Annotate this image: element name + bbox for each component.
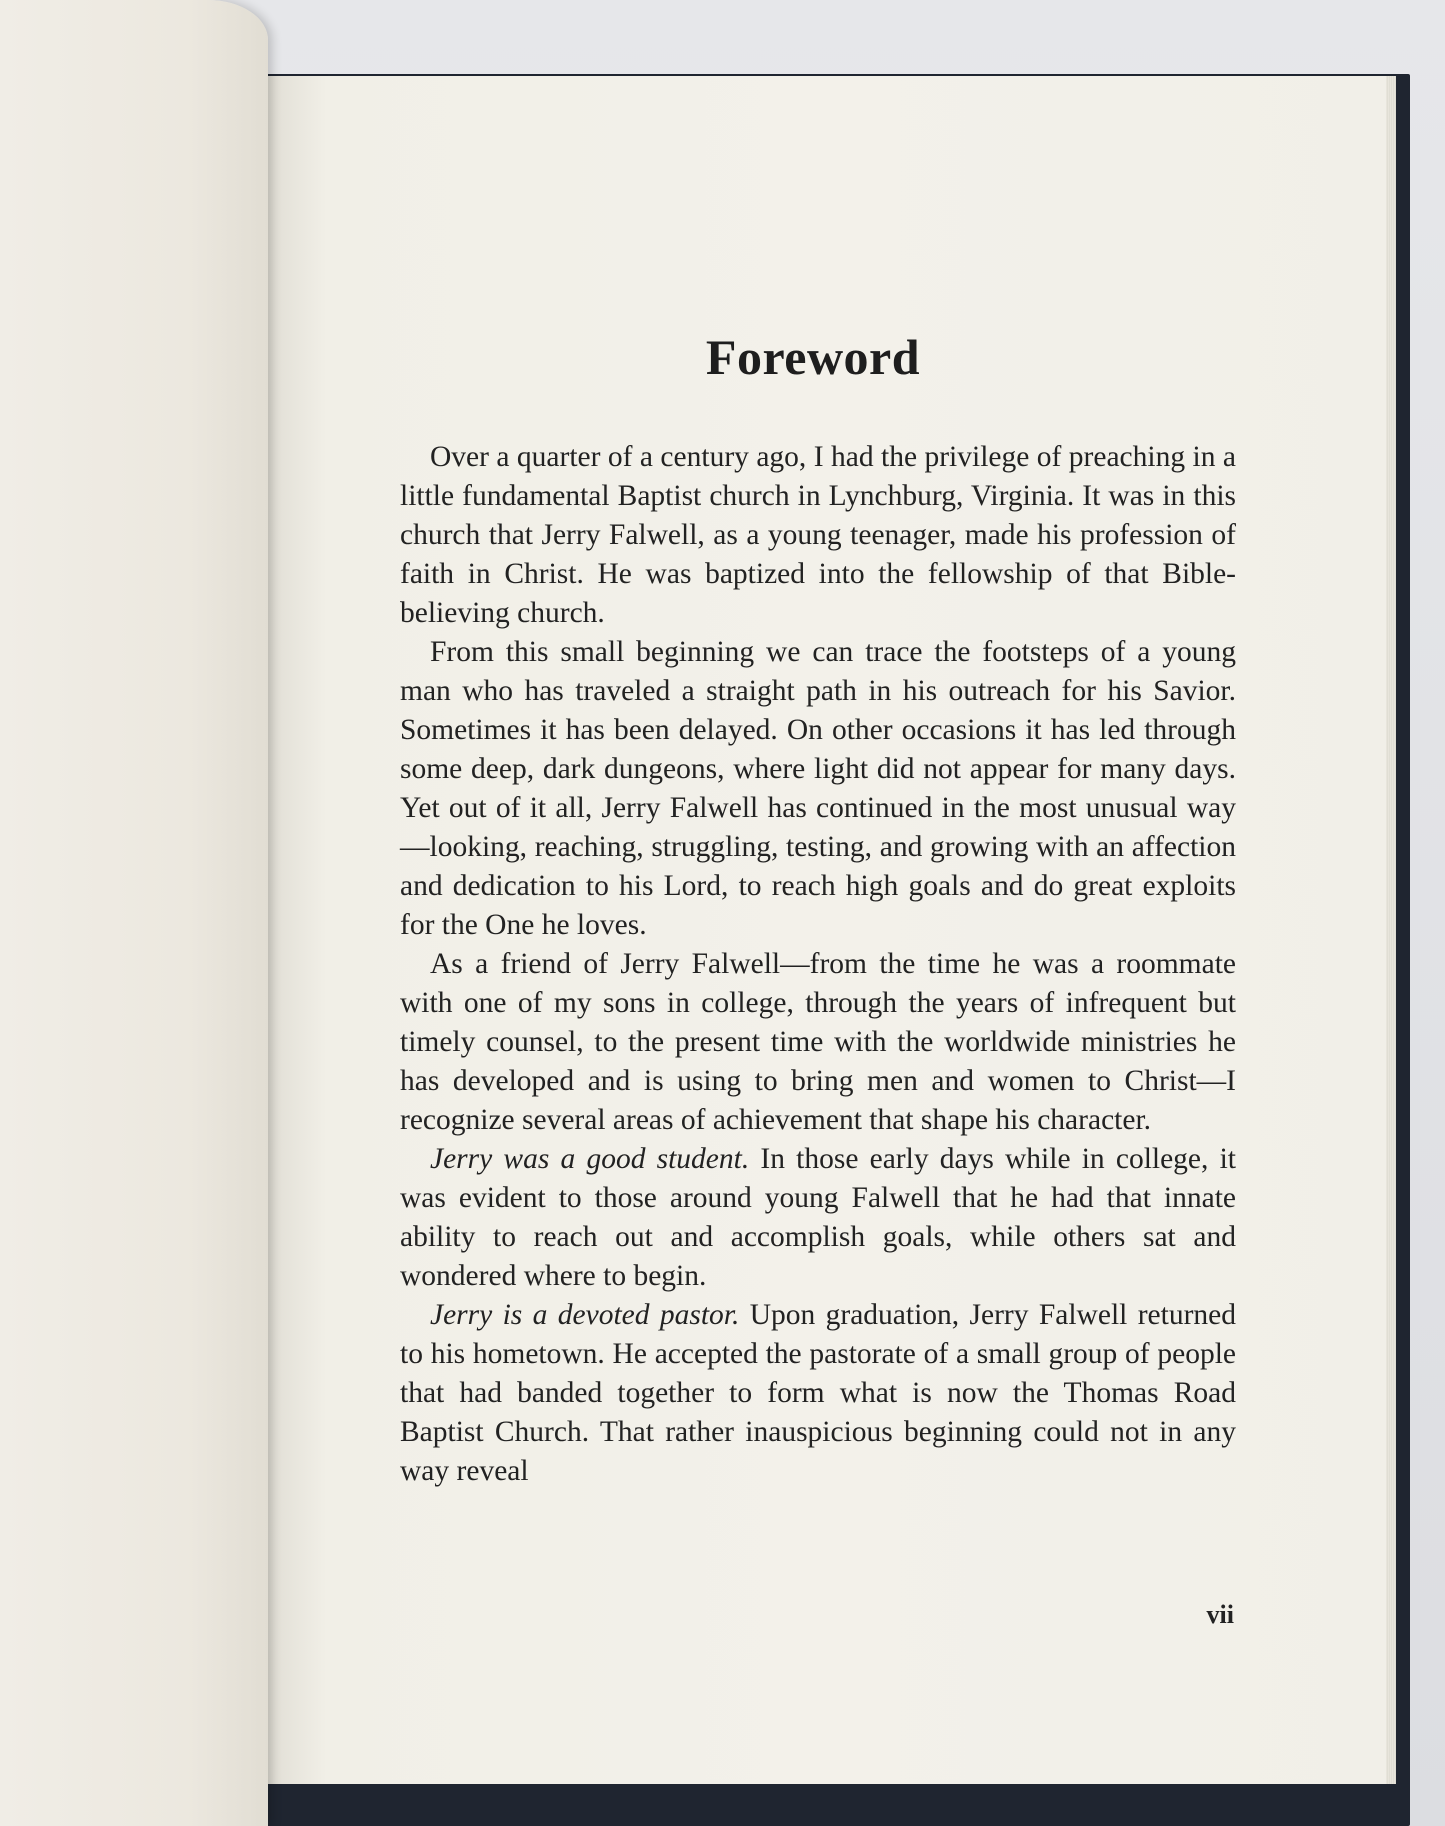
left-page [0,0,268,1826]
paragraph-2 [400,633,1236,945]
paragraph-text: In those early days while in college, it was evident to those around young Falwell that he had that innate ability to reach out and accomplish goals, while others sat and wondered where to begin. [400,1143,1236,1292]
paragraph-5 [400,1296,1236,1491]
paragraph-1 [400,438,1236,633]
paragraph-text: Over a quarter of a century ago, I had the privilege of preaching in a little fundamental Baptist church in Lynchburg, Virginia. It was in this church that Jerry Falwell, as a young teenager, made his profession of faith in Christ. He was baptized into the fellowship of that Bible-believing church. [400,441,1236,629]
paragraph-text: From this small beginning we can trace the footsteps of a young man who has traveled a straight path in his outreach for his Savior. Sometimes it has been delayed. On other occasions it has led through some deep, dark dungeons, where light did not appear for many days. Yet out of it all, Jerry Falwell has continued in the most unusual way—looking, reaching, struggling, testing, and growing with an affection and dedication to his Lord, to reach high goals and do great exploits for the One he loves. [400,636,1236,941]
page-edges [1386,76,1396,1784]
paragraph-3 [400,945,1236,1140]
right-page [258,76,1396,1784]
paragraph-lead-italic: Jerry was a good student. [430,1143,750,1175]
paragraph-lead-italic: Jerry is a devoted pastor. [430,1299,740,1331]
page-number: vii [1206,1600,1234,1629]
page-title: Foreword [705,329,921,385]
body-text [400,438,1236,1491]
paragraph-text: As a friend of Jerry Falwell—from the time he was a roommate with one of my sons in college, through the years of infrequent but timely counsel, to the present time with the worldwide ministries he has developed and is using to bring men and women to Christ—I recognize several areas of achievement that shape his character. [400,948,1236,1136]
paragraph-4 [400,1140,1236,1296]
paragraph-text: Upon graduation, Jerry Falwell returned to his hometown. He accepted the pastorate of a small group of people that had banded together to form what is now the Thomas Road Baptist Church. That rather inauspicious beginning could not in any way reveal [400,1299,1236,1487]
